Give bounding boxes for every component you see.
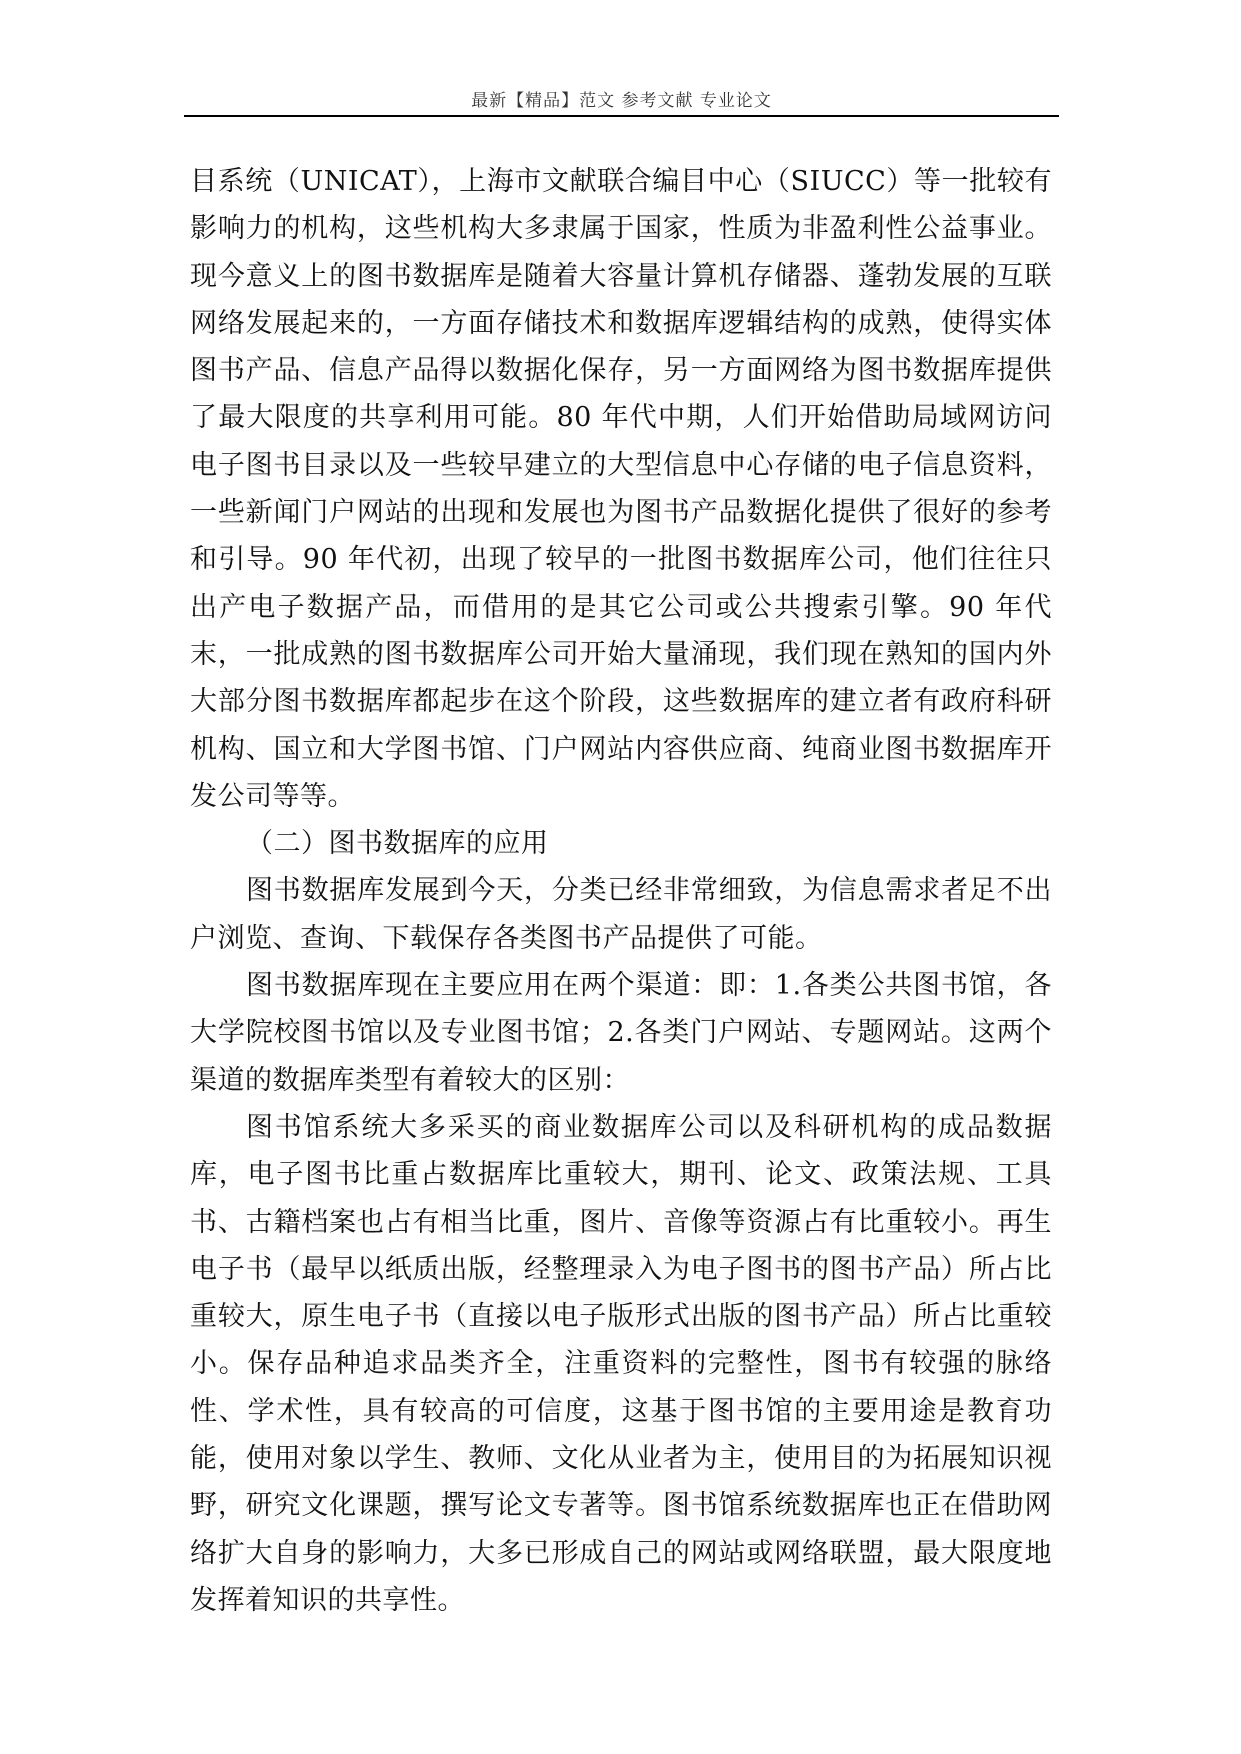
section-heading: （二）图书数据库的应用 [246,828,549,860]
paragraph-channels: 图书数据库现在主要应用在两个渠道：即：1.各类公共图书馆，各大学院校图书馆以及专业图书馆；2.各类门户网站、专题网站。这两个渠道的数据库类型有着较大的区别： [190,970,1052,1096]
paragraph-library-systems: 图书馆系统大多采买的商业数据库公司以及科研机构的成品数据库，电子图书比重占数据库比重较大，期刊、论文、政策法规、工具书、古籍档案也占有相当比重，图片、音像等资源占有比重较小。再生电子书（最早以纸质出版，经整理录入为电子图书的图书产品）所占比重较大，原生电子书（直接以电子版形式出版的图书产品）所占比重较小。保存品种追求品类齐全，注重资料的完整性，图书有较强的脉络性、学术性，具有较高的可信度，这基于图书馆的主要用途是教育功能，使用对象以学生、教师、文化从业者为主，使用目的为拓展知识视野，研究文化课题，撰写论文专著等。图书馆系统数据库也正在借助网络扩大自身的影响力，大多已形成自己的网站或网络联盟，最大限度地发挥着知识的共享性。 [190,1111,1052,1616]
paragraph-history: 目系统（UNICAT），上海市文献联合编目中心（SIUCC）等一批较有影响力的机构，这些机构大多隶属于国家，性质为非盈利性公益事业。现今意义上的图书数据库是随着大容量计算机存储器、蓬勃发展的互联网络发展起来的，一方面存储技术和数据库逻辑结构的成熟，使得实体图书产品、信息产品得以数据化保存，另一方面网络为图书数据库提供了最大限度的共享利用可能。80 年代中期，人们开始借助局域网访问电子图书目录以及一些较早建立的大型信息中心存储的电子信息资料，一些新闻门户网站的出现和发展也为图书产品数据化提供了很好的参考和引导。90 年代初，出现了较早的一批图书数据库公司，他们往往只出产电子数据产品，而借用的是其它公司或公共搜索引擎。90 年代末，一批成熟的图书数据库公司开始大量涌现，我们现在熟知的国内外大部分图书数据库都起步在这个阶段，这些数据库的建立者有政府科研机构、国立和大学图书馆、门户网站内容供应商、纯商业图书数据库开发公司等等。 [190,166,1052,812]
paragraph-development: 图书数据库发展到今天，分类已经非常细致，为信息需求者足不出户浏览、查询、下载保存各类图书产品提供了可能。 [190,875,1052,954]
document-body [190,158,1052,1624]
header-divider [184,115,1059,117]
page-header: 最新【精品】范文 参考文献 专业论文 [471,91,772,111]
